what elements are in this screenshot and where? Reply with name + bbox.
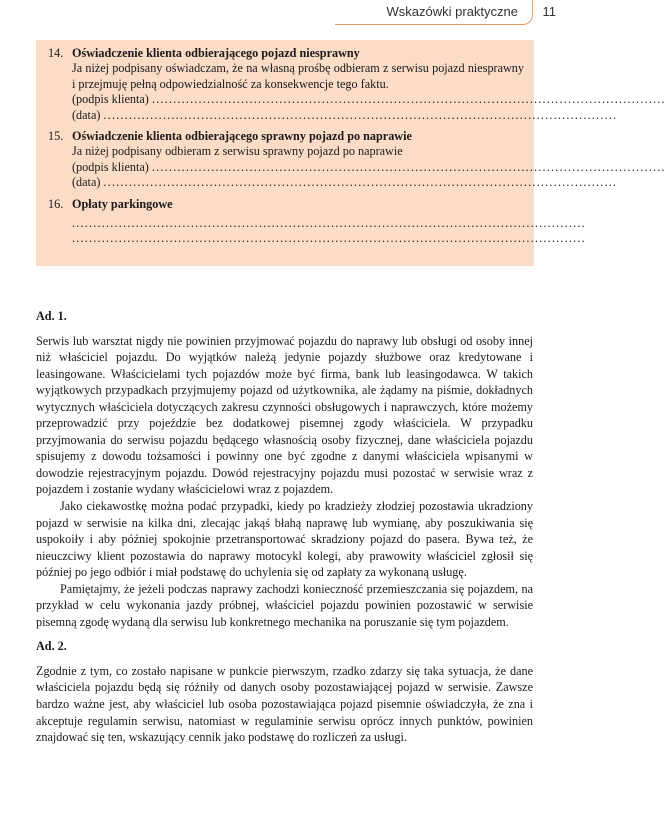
fee-dots-line-1: .........................................................................................................................	[72, 216, 586, 231]
header-separator	[523, 0, 533, 25]
fee-dots-line-2: .........................................................................................................................	[72, 231, 586, 246]
paragraph: Serwis lub warsztat nigdy nie powinien przyjmować pojazdu do naprawy lub obsługi od osoby innej niż właściciel pojazdu. Do wyjątków należą jedynie pojazdy służbowe oraz kredytowane i leasingowane. Właścicielami tych pojazdów może być firma, bank lub leasingodawca. W takich wyjątkowych przypadkach przyjmujemy pojazd od użytkownika, ale żądamy na piśmie, dokładnych wytycznych właściciela dotyczących zakresu czynności obsługowych i naprawczych, które możemy przeprowadzić przy pojeździe bez dodatkowej pisemnej zgody właściciela. W przypadku przyjmowania do serwisu pojazdu będącego własnością osoby fizycznej, dane właściciela pojazdu spisujemy z dowodu tożsamości i powinny one być zgodne z danymi właściciela wpisanymi w dowodzie rejestracyjnym pojazdu. Dowód rejestracyjny pojazdu musi pozostać w serwisie wraz z pojazdem i zostanie wydany właścicielowi wraz z pojazdem.	[36, 333, 533, 497]
item-statement: Ja niżej podpisany oświadczam, że na własną prośbę odbieram z serwisu pojazd niesprawny i przejmuję pełną odpowiedzialność za konsekwencje tego faktu.	[72, 61, 524, 91]
date-dots: .........................................................................................................................	[103, 107, 618, 122]
date-line	[72, 107, 618, 123]
section-heading-ad1: Ad. 1.	[36, 309, 67, 323]
form-item-16	[48, 196, 586, 247]
signature-label: (podpis klienta)	[72, 159, 149, 174]
signature-line	[72, 159, 666, 175]
form-fields-box	[36, 40, 666, 266]
signature-line	[72, 92, 666, 107]
signature-label: (podpis klienta)	[72, 92, 149, 107]
item-title: Oświadczenie klienta odbierającego sprawny pojazd po naprawie	[72, 129, 412, 144]
paragraph: Zgodnie z tym, co zostało napisane w punkcie pierwszym, rzadko zdarzy się taka sytuacja, że dane właściciela pojazdu będą się różniły od danych osoby pozostawiającej pojazd w serwisie. Zawsze bardzo ważne jest, aby właściciel lub osoba pozostawiająca pojazd pisemnie oświadczyła, że zna i akceptuje regulamin serwisu, natomiast w regulaminie serwisu oprócz innych punktów, powinien znajdować się ten, wskazujący cennik jako podstawę do rozliczeń za usługi.	[36, 663, 533, 745]
page-number: 11	[542, 4, 556, 19]
paragraph: Jako ciekawostkę można podać przypadki, kiedy po kradzieży złodziej pozostawia ukradziony pojazd w serwisie na kilka dni, zlecając jakąś błahą naprawę lub wymianę, aby poszukiwania się uspokoiły i aby później spokojnie przetransportować skradziony pojazd do pasera. Bywa też, że nieuczciwy klient pozostawia do naprawy motocykl kolegi, aby prawowity właściciel zgłosił się później po jego odbiór i miał podstawę do uchylenia się od zapłaty za wykonaną usługę.	[36, 499, 533, 580]
signature-dots: .........................................................................................................................	[151, 159, 666, 174]
section-heading-ad2: Ad. 2.	[36, 639, 67, 654]
date-label: (data)	[72, 175, 101, 190]
form-item-14	[48, 46, 666, 123]
date-label: (data)	[72, 107, 101, 122]
item-number: 15.	[48, 129, 64, 144]
form-item-15	[48, 129, 666, 191]
date-dots: .........................................................................................................................	[103, 175, 618, 190]
signature-dots: .........................................................................................................................	[151, 92, 666, 107]
item-title: Opłaty parkingowe	[72, 196, 173, 211]
item-statement: Ja niżej podpisany odbieram z serwisu sprawny pojazd po naprawie	[72, 144, 403, 159]
item-title: Oświadczenie klienta odbierającego pojazd niesprawny	[72, 46, 360, 60]
item-number: 14.	[48, 46, 64, 60]
running-header-title: Wskazówki praktyczne	[386, 4, 518, 19]
item-number: 16.	[48, 196, 64, 211]
header-rule	[335, 24, 525, 25]
paragraph: Pamiętajmy, że jeżeli podczas naprawy zachodzi konieczność przemieszczania się pojazdem, na przykład w celu wykonania jazdy próbnej, właściciel pojazdu powinien pozostawić w serwisie pisemną zgodę wydaną dla serwisu lub konkretnego mechanika na poruszanie się tym pojazdem.	[36, 581, 533, 629]
date-line	[72, 175, 618, 190]
main-text	[36, 308, 533, 746]
page-header	[0, 0, 573, 30]
